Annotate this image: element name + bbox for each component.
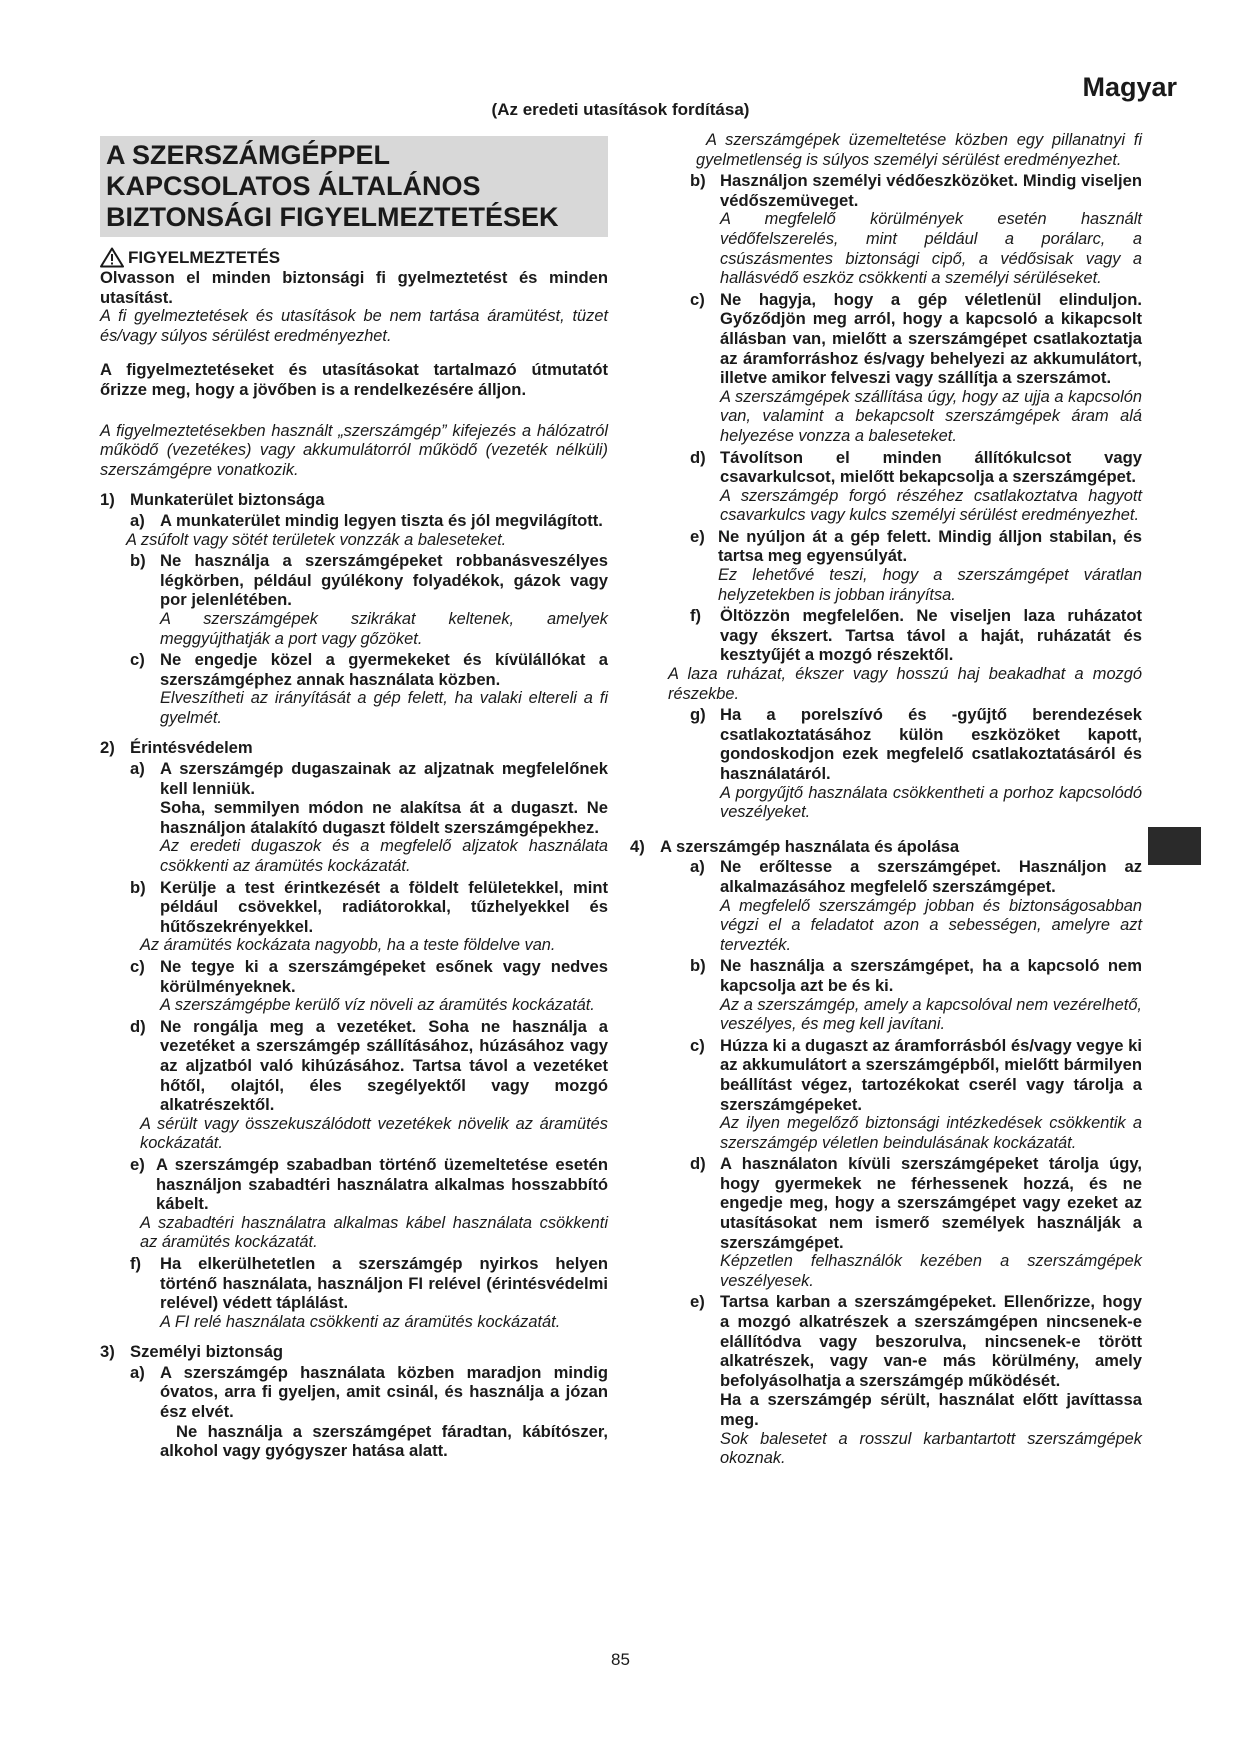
title-line-1: A SZERSZÁMGÉPPEL	[106, 140, 391, 170]
page-number: 85	[611, 1650, 630, 1669]
s2-c-note: A szerszámgépbe kerülő víz növeli az áramütés kockázatát.	[160, 996, 595, 1015]
left-column	[100, 136, 608, 1461]
s2-item-c	[100, 957, 608, 1016]
s1-c-text: Ne engedje közel a gyermekeket és kívülállókat a szerszámgéphez annak használata közben.	[160, 650, 608, 689]
s3-e-label: e)	[690, 526, 705, 546]
s4-a-text: Ne erőltesse a szerszámgépet. Használjon az alkalmazásához megfelelő szerszámgépet.	[720, 857, 1142, 896]
s2-a-note: Az eredeti dugaszok és a megfelelő aljzatok használata csökkenti az áramütés kockázatát.	[160, 837, 608, 876]
s3-a-label: a)	[130, 1362, 145, 1382]
section-3-title: Személyi biztonság	[130, 1342, 284, 1362]
s2-d-text: Ne rongálja meg a vezetéket. Soha ne használja a vezetéket a szerszámgép szállításához, húzásához vagy az aljzatból való kihúzásához. Tartsa távol a vezetéket hőtől, olajtól, éles szegélyektől vagy mozgó alkatrészektől.	[160, 1016, 608, 1115]
section-1-title: Munkaterület biztonsága	[130, 490, 325, 510]
s4-c-label: c)	[690, 1035, 705, 1055]
s3-item-b	[660, 171, 1142, 289]
s4-e-note: Sok balesetet a rosszul karbantartott szerszámgépek okoznak.	[720, 1429, 1142, 1468]
s2-b-text: Kerülje a test érintkezését a földelt felületekkel, mint például csövekkel, radiátorokkal, tűzhelyekkel és hűtőszekrényekkel.	[160, 877, 608, 936]
s4-e-text-2: Ha a szerszámgép sérült, használat előtt javíttassa meg.	[720, 1390, 1142, 1429]
section-3-heading	[100, 1342, 608, 1362]
s4-item-b	[660, 956, 1142, 1034]
s3-c-text: Ne hagyja, hogy a gép véletlenül elinduljon. Győződjön meg arról, hogy a kapcsoló a kikapcsolt állásban van, mielőtt a szerszámgépet csatlakoztatja az áramforráshoz és/vagy behelyezi az akkumulátort, illetve amikor felveszi vagy szállítja a szerszámot.	[720, 289, 1142, 388]
title-line-2: KAPCSOLATOS ÁLTALÁNOS	[106, 171, 481, 201]
s3-e-text: Ne nyúljon át a gép felett. Mindig álljon stabilan, és tartsa meg egyensúlyát.	[718, 526, 1142, 566]
s1-item-b	[100, 551, 608, 649]
s1-c-note: Elveszítheti az irányítását a gép felett, ha valaki eltereli a fi gyelmét.	[160, 689, 608, 727]
section-1-number: 1)	[100, 490, 115, 510]
s3-g-label: g)	[690, 705, 706, 725]
s2-item-b	[100, 878, 608, 937]
warning-triangle-icon	[100, 247, 124, 268]
s4-b-text: Ne használja a szerszámgépet, ha a kapcsoló nem kapcsolja azt be és ki.	[720, 956, 1142, 995]
s2-f-label: f)	[130, 1253, 142, 1273]
section-2-heading	[100, 738, 608, 758]
s4-b-note: Az a szerszámgép, amely a kapcsolóval nem vezérelhető, veszélyes, és meg kell javítani.	[720, 995, 1142, 1034]
title-line-3: BIZTONSÁGI FIGYELMEZTETÉSEK	[106, 202, 559, 232]
s3-item-a	[100, 1363, 608, 1422]
section-thumb-tab	[1148, 827, 1201, 865]
warning-heading: FIGYELMEZTETÉS	[128, 247, 281, 267]
s2-item-e	[100, 1155, 608, 1214]
s4-a-note: A megfelelő szerszámgép jobban és biztonságosabban végzi el a feladatot azon a sebességen, amelyre azt tervezték.	[720, 896, 1142, 954]
right-column	[630, 131, 1142, 1469]
section-2-title: Érintésvédelem	[130, 738, 253, 758]
s4-item-e	[660, 1292, 1142, 1468]
s2-e-label: e)	[130, 1154, 145, 1174]
s3-d-text: Távolítson el minden állítókulcsot vagy csavarkulcsot, mielőtt bekapcsolja a szerszámgépet.	[720, 447, 1142, 487]
s4-c-text: Húzza ki a dugaszt az áramforrásból és/vagy vegye ki az akkumulátort a szerszámgépből, mielőtt bármilyen beállítást végez, tartozékokat cserél vagy tárolja a szerszámgépeket.	[720, 1035, 1142, 1114]
s2-c-text: Ne tegye ki a szerszámgépeket esőnek vagy nedves körülményeknek.	[160, 957, 608, 996]
s3-b-text: Használjon személyi védőeszközöket. Mindig viseljen védőszemüveget.	[720, 171, 1142, 210]
s1-c-label: c)	[130, 650, 145, 670]
s2-d-note: A sérült vagy összekuszálódott vezetékek növelik az áramütés kockázatát.	[140, 1114, 608, 1153]
section-1-heading	[100, 490, 608, 510]
s1-item-a	[100, 511, 608, 531]
warning-bold-text: Olvasson el minden biztonsági fi gyelmeztetést és minden utasítást.	[100, 268, 608, 307]
s2-a-text: A szerszámgép dugaszainak az aljzatnak megfelelőnek kell lenniük.	[160, 759, 608, 798]
s3-f-label: f)	[690, 606, 702, 626]
s2-e-note: A szabadtéri használatra alkalmas kábel használata csökkenti az áramütés kockázatát.	[140, 1213, 608, 1252]
s4-d-note: Képzetlen felhasználók kezében a szerszámgépek veszélyesek.	[720, 1252, 1142, 1290]
definition-text: A figyelmeztetésekben használt „szerszámgép” kifejezés a hálózatról működő (vezetékes) vagy akkumulátorról működő (vezeték nélküli) szerszámgépre vonatkozik.	[100, 421, 608, 479]
s3-item-e	[660, 527, 1142, 605]
s4-c-note: Az ilyen megelőző biztonsági intézkedések csökkentik a szerszámgép véletlen beindulásának kockázatát.	[720, 1114, 1142, 1152]
s3-item-g	[660, 705, 1142, 823]
s3-b-label: b)	[690, 171, 706, 191]
s4-e-text: Tartsa karban a szerszámgépeket. Ellenőrizze, hogy a mozgó alkatrészek a szerszámgépen nincsenek-e elállítódva vagy beszorulva, nincsenek-e törött alkatrészek, vagy van-e más körülmény, amely befolyásolhatja a szerszámgép működését.	[720, 1292, 1142, 1390]
warning-italic-text: A fi gyelmeztetések és utasítások be nem tartása áramütést, tüzet és/vagy súlyos sérülést eredményezhet.	[100, 307, 608, 345]
s2-item-d	[100, 1017, 608, 1115]
s4-item-c	[660, 1036, 1142, 1154]
s2-f-note: A FI relé használata csökkenti az áramütés kockázatát.	[160, 1312, 561, 1331]
section-4-title: A szerszámgép használata és ápolása	[660, 836, 960, 856]
subtitle: (Az eredeti utasítások fordítása)	[491, 100, 750, 119]
s3-f-note: A laza ruházat, ékszer vagy hosszú haj beakadhat a mozgó részekbe.	[668, 665, 1142, 703]
s3-f-text: Öltözzön megfelelően. Ne viseljen laza ruházatot vagy ékszert. Tartsa távol a haját, ruházatát és kesztyűjét a mozgó részektől.	[720, 606, 1142, 665]
s2-e-text: A szerszámgép szabadban történő üzemeltetése esetén használjon szabadtéri használatra alkalmas hosszabbító kábelt.	[156, 1154, 608, 1214]
s1-a-label: a)	[130, 510, 145, 530]
keep-instructions-text: A figyelmeztetéseket és utasításokat tartalmazó útmutatót őrizze meg, hogy a jövőben is a rendelkezésére álljon.	[100, 360, 608, 399]
s2-b-label: b)	[130, 877, 146, 897]
s4-item-a	[660, 857, 1142, 955]
s1-item-c	[100, 650, 608, 728]
section-4-number: 4)	[630, 836, 645, 856]
s4-e-label: e)	[690, 1292, 705, 1312]
s1-a-text: A munkaterület mindig legyen tiszta és jól megvilágított.	[160, 510, 603, 530]
s2-f-text: Ha elkerülhetetlen a szerszámgép nyirkos helyen történő használata, használjon FI relével (érintésvédelmi relével) védett táplálást.	[160, 1253, 608, 1313]
s3-d-label: d)	[690, 447, 706, 467]
s3-d-note: A szerszámgép forgó részéhez csatlakoztatva hagyott csavarkulcs vagy kulcs személyi sérülést eredményezhet.	[720, 486, 1142, 525]
s4-item-d	[660, 1154, 1142, 1291]
s3-g-note: A porgyűjtő használata csökkentheti a porhoz kapcsolódó veszélyeket.	[720, 783, 1142, 822]
s3-c-label: c)	[690, 289, 705, 309]
s3-item-f	[660, 606, 1142, 665]
s2-a-label: a)	[130, 759, 145, 779]
s3-a-text: A szerszámgép használata közben maradjon mindig óvatos, arra fi gyeljen, amit csinál, és használja a józan ész elvét.	[160, 1362, 608, 1422]
s2-b-note: Az áramütés kockázata nagyobb, ha a teste földelve van.	[140, 936, 556, 955]
section-2-number: 2)	[100, 738, 115, 758]
s3-item-c	[660, 290, 1142, 447]
s4-a-label: a)	[690, 857, 705, 877]
s3-a-note: A szerszámgépek üzemeltetése közben egy pillanatnyi fi gyelmetlenség is súlyos személyi sérülést eredményezhet.	[696, 131, 1142, 169]
s3-g-text: Ha a porelszívó és -gyűjtő berendezések csatlakoztatásához külön eszközöket kapott, gondoskodjon ezek megfelelő csatlakoztatásáról és használatáról.	[720, 705, 1142, 783]
s1-a-note: A zsúfolt vagy sötét területek vonzzák a baleseteket.	[126, 530, 507, 549]
s3-b-note: A megfelelő körülmények esetén használt védőfelszerelés, mint például a porálarc, a csúszásmentes biztonsági cipő, a védősisak vagy a hallásvédő eszköz csökkenti a személyi sérüléseket.	[720, 210, 1142, 288]
s3-c-note: A szerszámgépek szállítása úgy, hogy az ujja a kapcsolón van, valamint a bekapcsolt szerszámgépek áram alá helyezése vonzza a baleseteket.	[720, 387, 1142, 445]
title-box	[100, 136, 608, 237]
warning-heading-row	[100, 247, 608, 268]
s1-b-label: b)	[130, 551, 146, 571]
s1-b-text: Ne használja a szerszámgépeket robbanásveszélyes légkörben, például gyúlékony folyadékok, gázok vagy por jelenlétében.	[160, 551, 608, 610]
s2-c-label: c)	[130, 957, 145, 976]
s2-item-f	[100, 1254, 608, 1332]
s2-d-label: d)	[130, 1016, 146, 1036]
s3-item-d	[660, 448, 1142, 526]
s4-b-label: b)	[690, 956, 706, 976]
s2-a-text-2: Soha, semmilyen módon ne alakítsa át a dugaszt. Ne használjon átalakító dugaszt földelt szerszámgépekhez.	[160, 798, 608, 837]
s3-e-note: Ez lehetővé teszi, hogy a szerszámgépet váratlan helyzetekben is jobban irányítsa.	[718, 566, 1142, 604]
language-label: Magyar	[1082, 72, 1177, 102]
s4-d-label: d)	[690, 1154, 706, 1174]
section-3-number: 3)	[100, 1342, 115, 1362]
section-4-heading	[630, 837, 1142, 857]
s4-d-text: A használaton kívüli szerszámgépeket tárolja úgy, hogy gyermekek ne férhessenek hozzá, és ne engedje meg, hogy a szerszámgépet vagy ezeket az utasításokat nem ismerő személyek használják a szerszámgépet.	[720, 1154, 1142, 1252]
s3-a-text-2: Ne használja a szerszámgépet fáradtan, kábítószer, alkohol vagy gyógyszer hatása alatt.	[160, 1421, 608, 1461]
s1-b-note: A szerszámgépek szikrákat keltenek, amelyek meggyújthatják a port vagy gőzöket.	[160, 609, 608, 648]
s2-item-a	[100, 759, 608, 877]
